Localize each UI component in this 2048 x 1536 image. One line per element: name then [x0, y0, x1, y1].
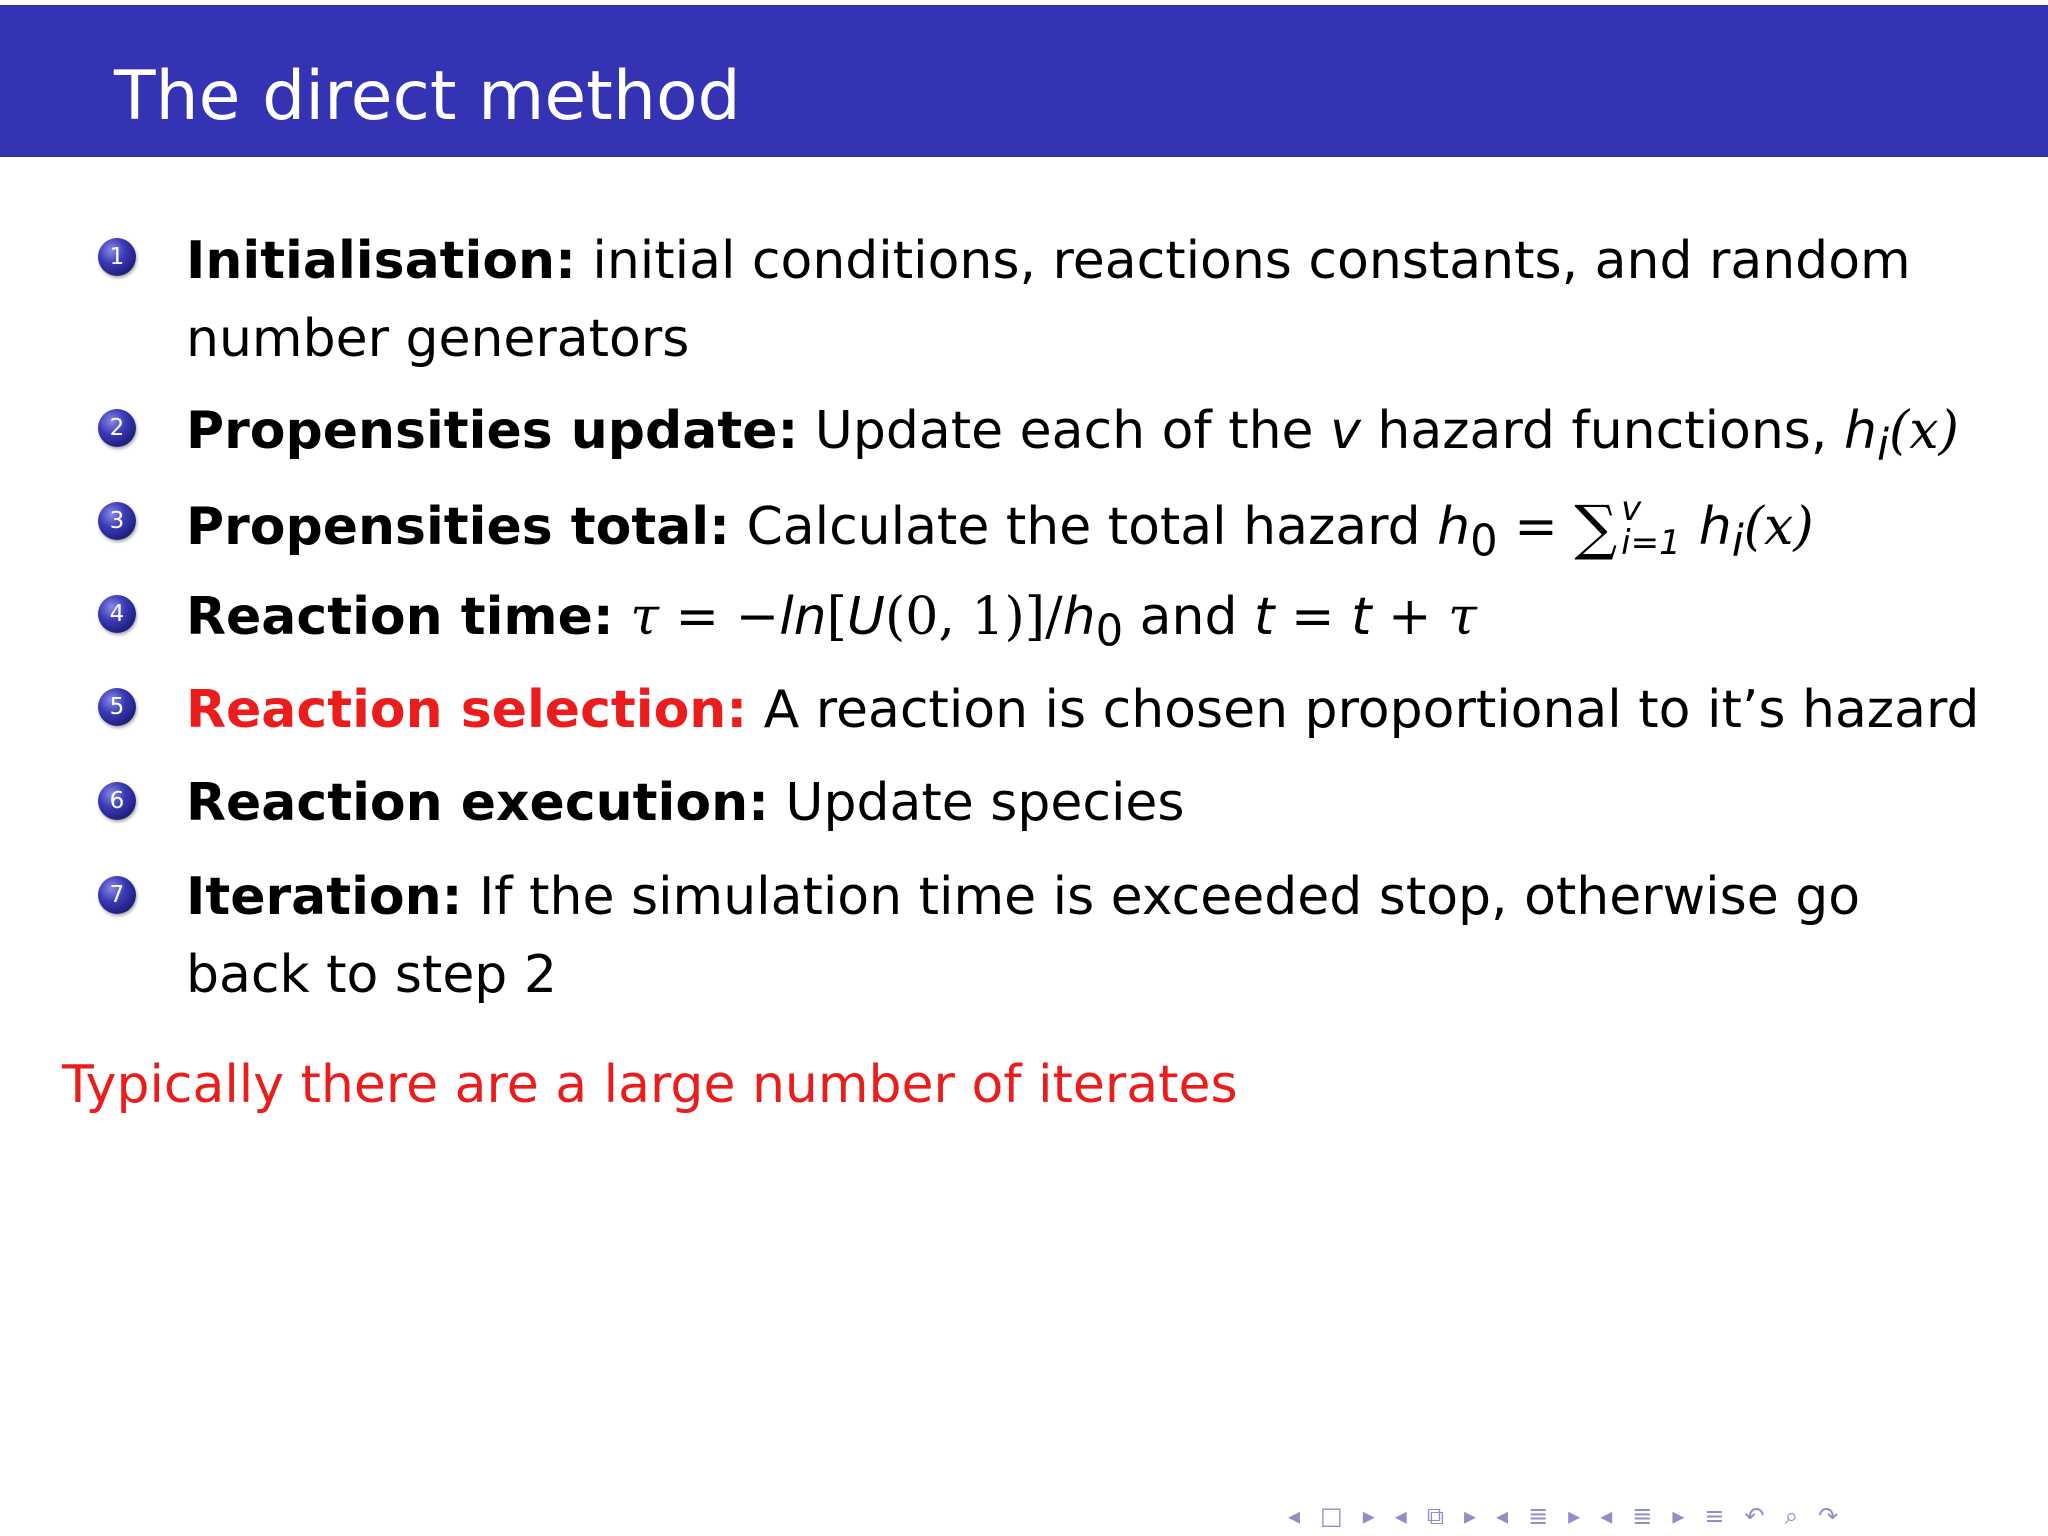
- step-6-number-badge: 6: [98, 782, 136, 820]
- nav-frame-next-icon[interactable]: ▸: [1362, 1502, 1375, 1530]
- step-4-equals-minus: = −: [659, 587, 780, 647]
- step-1-label: Initialisation:: [186, 231, 576, 291]
- nav-subsection-prev-icon[interactable]: ◂: [1394, 1502, 1407, 1530]
- step-6-description: Update species: [768, 773, 1185, 833]
- step-5-number-badge: 5: [98, 688, 136, 726]
- step-4-bracket-close: ]/: [1024, 587, 1063, 647]
- step-3-sum: ∑: [1574, 493, 1618, 563]
- step-3-equals: =: [1497, 497, 1575, 557]
- step-3-var-h: h: [1437, 497, 1471, 557]
- step-2-description-2: hazard functions,: [1360, 401, 1844, 461]
- step-2-text: [186, 392, 1976, 484]
- step-1-description: initial conditions, reactions constants, and random number generators: [186, 231, 1911, 369]
- step-4-var-t: t: [1254, 587, 1275, 647]
- nav-undo-icon[interactable]: ↶: [1744, 1502, 1765, 1530]
- step-4-and: and: [1123, 587, 1255, 647]
- step-3-sub-i: i: [1731, 516, 1744, 567]
- step-3-args: (x): [1743, 497, 1814, 557]
- step-6-label: Reaction execution:: [186, 773, 769, 833]
- step-3-var-h2: h: [1698, 497, 1732, 557]
- step-7-text: [186, 858, 1976, 1014]
- step-3-sum-upper: v: [1621, 489, 1642, 529]
- step-4-bracket-open: [: [826, 587, 847, 647]
- closing-note: Typically there are a large number of iterates: [62, 1055, 1238, 1115]
- step-3-sub-0: 0: [1470, 516, 1498, 567]
- nav-frame-icon[interactable]: □: [1320, 1502, 1343, 1530]
- nav-redo-icon[interactable]: ↷: [1818, 1502, 1839, 1530]
- nav-part-prev-icon[interactable]: ◂: [1600, 1502, 1613, 1530]
- step-5-text: [186, 671, 1980, 749]
- step-4-var-h: h: [1062, 587, 1096, 647]
- step-3-sum-lower: i=1: [1621, 523, 1681, 563]
- step-3-text: [186, 485, 1976, 580]
- step-4-equals: =: [1274, 587, 1352, 647]
- step-2-args: (x): [1888, 401, 1959, 461]
- step-1-text: [186, 222, 1976, 378]
- step-2-var-h: h: [1843, 401, 1877, 461]
- nav-section-next-icon[interactable]: ▸: [1568, 1502, 1581, 1530]
- step-4-tau: τ: [630, 587, 659, 647]
- step-4-ln: ln: [779, 587, 827, 647]
- step-4-args: (0, 1): [884, 587, 1025, 647]
- step-5-description: A reaction is chosen proportional to it’s hazard: [747, 680, 1980, 740]
- beamer-navigation-bar: [1288, 1496, 1838, 1536]
- nav-part-icon[interactable]: ≣: [1632, 1502, 1653, 1530]
- step-4-text: [186, 578, 1976, 670]
- nav-search-icon[interactable]: ⌕: [1784, 1502, 1799, 1530]
- step-4-tau2: τ: [1448, 587, 1477, 647]
- step-3-label: Propensities total:: [186, 497, 730, 557]
- step-7-description: If the simulation time is exceeded stop, otherwise go back to step 2: [186, 867, 1861, 1005]
- step-3-number-badge: 3: [98, 502, 136, 540]
- step-1-number-badge: 1: [98, 238, 136, 276]
- step-2-label: Propensities update:: [186, 401, 799, 461]
- step-2-description: Update each of the: [798, 401, 1331, 461]
- step-4-plus: +: [1371, 587, 1449, 647]
- step-2-number-badge: 2: [98, 409, 136, 447]
- step-4-var-t2: t: [1351, 587, 1372, 647]
- step-4-label: Reaction time:: [186, 587, 614, 647]
- nav-section-prev-icon[interactable]: ◂: [1496, 1502, 1509, 1530]
- step-3-sum-limits: [1621, 489, 1681, 563]
- nav-subsection-next-icon[interactable]: ▸: [1463, 1502, 1477, 1530]
- step-6-text: [186, 764, 1976, 842]
- nav-subsection-icon[interactable]: ⧉: [1426, 1502, 1444, 1530]
- slide-title: The direct method: [114, 57, 741, 136]
- step-4-sub-0: 0: [1095, 606, 1124, 657]
- step-3-description: Calculate the total hazard: [729, 497, 1438, 557]
- step-5-label: Reaction selection:: [186, 680, 748, 740]
- step-4-number-badge: 4: [98, 595, 136, 633]
- nav-frame-prev-icon[interactable]: ◂: [1288, 1502, 1301, 1530]
- step-2-var-v: v: [1330, 401, 1361, 461]
- step-7-number-badge: 7: [98, 876, 136, 914]
- step-7-label: Iteration:: [186, 867, 463, 927]
- nav-section-icon[interactable]: ≣: [1528, 1502, 1549, 1530]
- step-4-u: U: [846, 587, 885, 647]
- nav-part-next-icon[interactable]: ▸: [1672, 1502, 1685, 1530]
- nav-align-icon[interactable]: ≡: [1704, 1502, 1725, 1530]
- step-2-sub-i: i: [1876, 420, 1889, 471]
